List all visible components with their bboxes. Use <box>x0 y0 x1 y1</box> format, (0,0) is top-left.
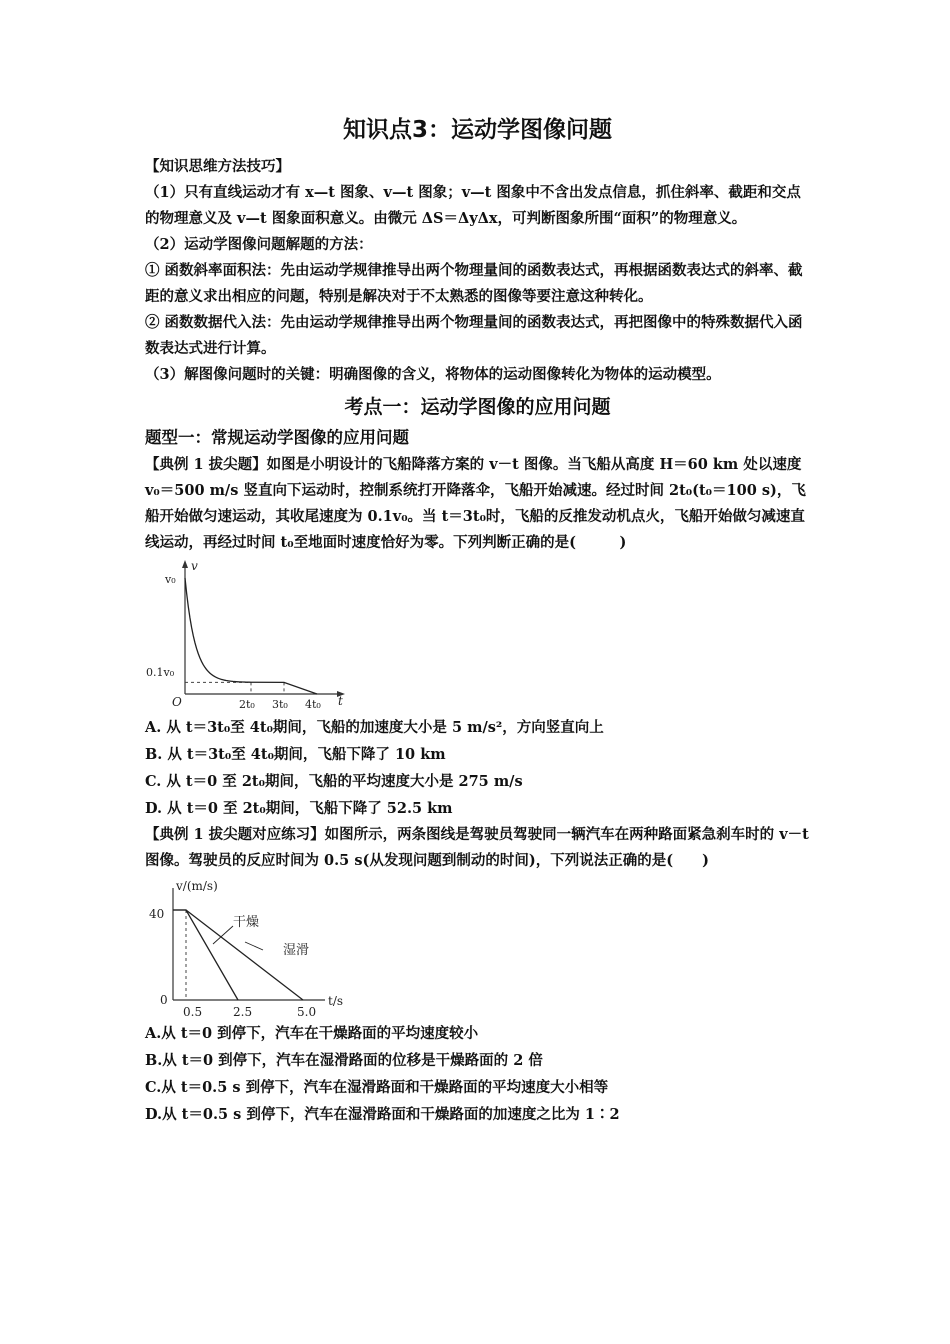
chart2-figure <box>145 878 360 1018</box>
chart1-figure <box>145 560 355 712</box>
chart2-wet-label: 湿滑 <box>283 943 310 958</box>
example1-option-b[interactable]: B. 从 t＝3t₀至 4t₀期间，飞船下降了 10 km <box>145 746 446 763</box>
example2-option-b[interactable]: B.从 t＝0 到停下，汽车在湿滑路面的位移是干燥路面的 2 倍 <box>145 1052 543 1069</box>
chart2-origin-label: 0 <box>160 993 168 1007</box>
example1-option-a[interactable]: A. 从 t＝3t₀至 4t₀期间，飞船的加速度大小是 5 m/s²，方向竖直向上 <box>145 719 604 736</box>
tixing-heading: 题型一：常规运动学图像的应用问题 <box>145 428 409 447</box>
chart1-x-tick-3t0: 3t₀ <box>272 698 288 711</box>
chart1-velocity-curve <box>185 578 317 694</box>
tips-section <box>145 154 810 388</box>
tips-paragraph-5: （3）解图像问题时的关键：明确图像的含义，将物体的运动图像转化为物体的运动模型。 <box>145 366 721 383</box>
chart2-x-tick-05: 0.5 <box>183 1005 203 1018</box>
chart2-wet-leader <box>245 942 263 950</box>
content <box>145 112 810 1128</box>
chart2-dry-label: 干燥 <box>233 915 260 930</box>
chart2-y-tick-40: 40 <box>149 907 165 921</box>
chart2-dry-line <box>173 910 238 1000</box>
tips-paragraph-4: ② 函数数据代入法：先由运动学规律推导出两个物理量间的函数表达式，再把图像中的特殊数据代入函数表达式进行计算。 <box>145 314 803 357</box>
tips-heading: 【知识思维方法技巧】 <box>145 158 290 175</box>
chart1-y-arrow <box>182 560 188 568</box>
chart1-y-tick-v0: v₀ <box>165 573 176 586</box>
example2-option-c[interactable]: C.从 t＝0.5 s 到停下，汽车在湿滑路面和干燥路面的平均速度大小相等 <box>145 1079 609 1096</box>
chart2-dry-leader <box>213 926 233 944</box>
chart2-y-axis-label: v/(m/s) <box>176 879 218 893</box>
chart2-x-tick-50: 5.0 <box>297 1005 317 1018</box>
chart1-origin-label: O <box>172 695 182 709</box>
chart2-x-axis-label: t/s <box>328 994 344 1008</box>
tips-paragraph-1: （1）只有直线运动才有 x—t 图象、v—t 图象；v—t 图象中不含出发点信息，抓住斜率、截距和交点的物理意义及 v—t 图象面积意义。由微元 ΔS＝ΔyΔx，可判断图象所围“面积”的物理意义。 <box>145 184 801 227</box>
example1-option-d[interactable]: D. 从 t＝0 至 2t₀期间，飞船下降了 52.5 km <box>145 800 453 817</box>
chart1-x-tick-4t0: 4t₀ <box>305 698 321 711</box>
example1-text: 【典例 1 拔尖题】如图是小明设计的飞船降落方案的 v－t 图像。当飞船从高度 H＝60 km 处以速度 v₀＝500 m/s 竖直向下运动时，控制系统打开降落伞，飞船开始减速。经过时间 2t₀(t₀＝100 s)，飞船开始做匀速运动，其收尾速度为 0.1v₀。当 t＝3t₀时，飞船的反推发动机点火，飞船开始做匀减速直线运动，再经过时间 t₀至地面时速度恰好为零。下列判断正确的是( ) <box>145 456 806 551</box>
tips-paragraph-3: ① 函数斜率面积法：先由运动学规律推导出两个物理量间的函数表达式，再根据函数表达式的斜率、截距的意义求出相应的问题，特别是解决对于不太熟悉的图像等要注意这种转化。 <box>145 262 803 305</box>
chart1-x-axis-label: t <box>338 694 343 708</box>
example2-option-d[interactable]: D.从 t＝0.5 s 到停下，汽车在湿滑路面和干燥路面的加速度之比为 1∶2 <box>145 1106 620 1123</box>
kaodian-heading: 考点一：运动学图像的应用问题 <box>344 396 611 418</box>
page-title: 知识点3：运动学图像问题 <box>342 117 612 143</box>
chart1-y-axis-label: v <box>191 560 198 573</box>
example2-options <box>145 1020 810 1128</box>
example2-option-a[interactable]: A.从 t＝0 到停下，汽车在干燥路面的平均速度较小 <box>145 1025 479 1042</box>
example1-options <box>145 714 810 822</box>
chart2-x-tick-25: 2.5 <box>233 1005 253 1018</box>
example1-option-c[interactable]: C. 从 t＝0 至 2t₀期间，飞船的平均速度大小是 275 m/s <box>145 773 523 790</box>
chart1-y-tick-01v0: 0.1v₀ <box>146 666 175 679</box>
example2-text: 【典例 1 拔尖题对应练习】如图所示，两条图线是驾驶员驾驶同一辆汽车在两种路面紧急刹车时的 v－t 图像。驾驶员的反应时间为 0.5 s(从发现问题到制动的时间)，下列说法正确的是( ) <box>145 826 809 869</box>
tips-paragraph-2: （2）运动学图像问题解题的方法： <box>145 236 373 253</box>
chart1-x-tick-2t0: 2t₀ <box>239 698 255 711</box>
